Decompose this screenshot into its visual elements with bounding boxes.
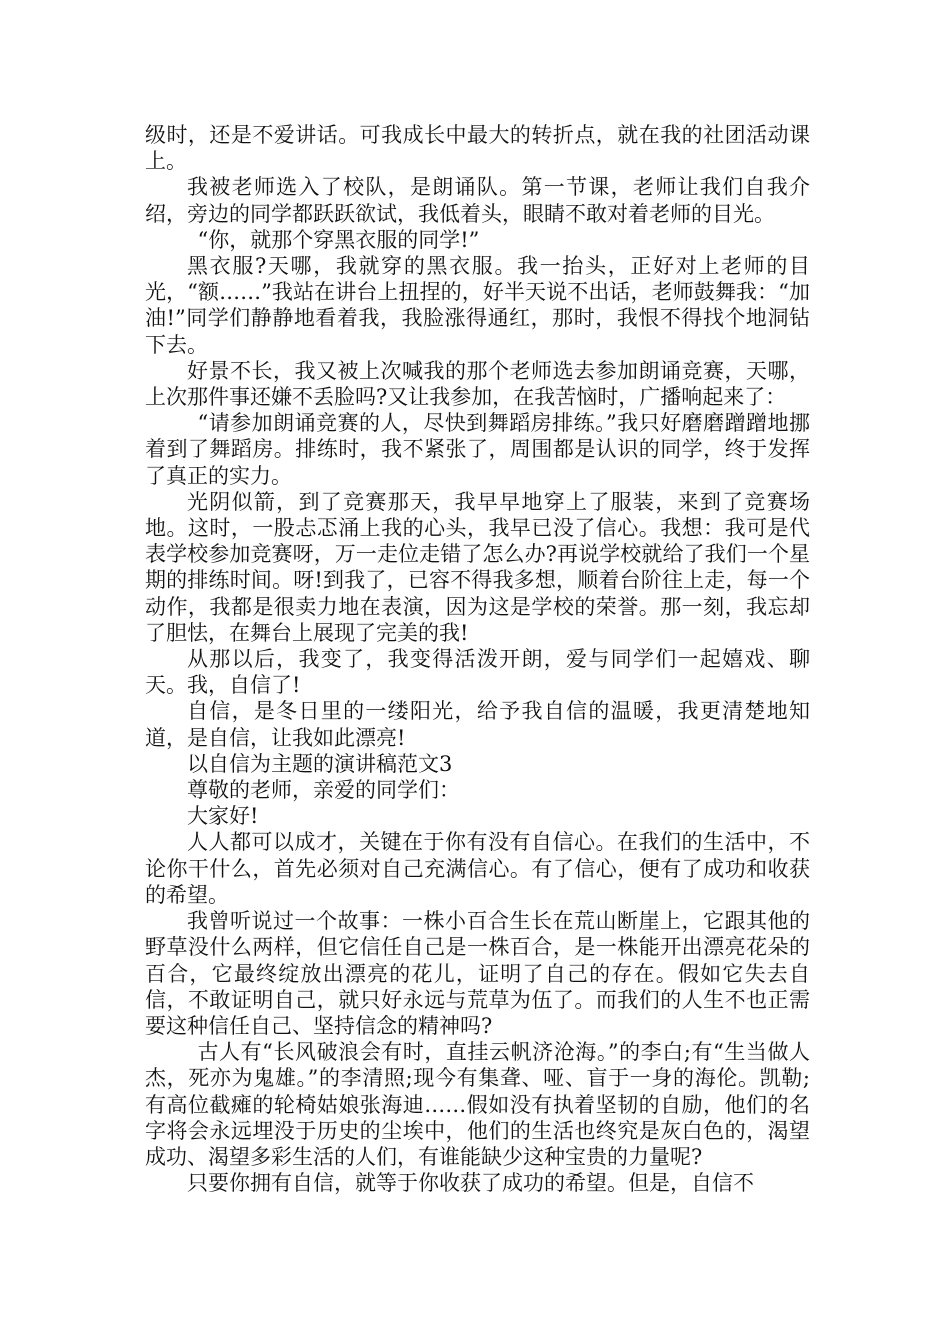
paragraph-4: 黑衣服?天哪，我就穿的黑衣服。我一抬头，正好对上老师的目光，“额……”我站在讲台上扭捏的，好半天说不出话，老师鼓舞我：“加油!”同学们静静地看着我，我脸涨得通红，那时，我恨不得找个地洞钻下去。 [145, 254, 810, 357]
paragraph-3: “你，就那个穿黑衣服的同学!” [197, 227, 480, 252]
paragraph-16: 只要你拥有自信，就等于你收获了成功的希望。但是，自信不 [187, 1171, 754, 1196]
paragraph-13: 人人都可以成才，关键在于你有没有自信心。在我们的生活中，不论你干什么，首先必须对自己充满信心。有了信心，便有了成功和收获的希望。 [145, 830, 810, 907]
section-heading: 以自信为主题的演讲稿范文3 [187, 751, 453, 776]
paragraph-6: “请参加朗诵竞赛的人，尽快到舞蹈房排练。”我只好磨磨蹭蹭地挪着到了舞蹈房。排练时，我不紧张了，周围都是认识的同学，终于发挥了真正的实力。 [145, 411, 810, 488]
paragraph-9: 自信，是冬日里的一缕阳光，给予我自信的温暖，我更清楚地知道，是自信，让我如此漂亮! [145, 699, 810, 750]
paragraph-15: 古人有“长风破浪会有时，直挂云帆济沧海。”的李白;有“生当做人杰，死亦为鬼雄。”的李清照;现今有集聋、哑、盲于一身的海伦。凯勒;有高位截瘫的轮椅姑娘张海迪……假如没有执着坚韧的自励，他们的名字将会永远埋没于历史的尘埃中，他们的生活也终究是灰白色的，渴望成功、渴望多彩生活的人们，有谁能缺少这种宝贵的力量呢? [145, 1040, 810, 1169]
paragraph-8: 从那以后，我变了，我变得活泼开朗，爱与同学们一起嬉戏、聊天。我，自信了! [145, 647, 810, 698]
paragraph-2: 我被老师选入了校队，是朗诵队。第一节课，老师让我们自我介绍，旁边的同学都跃跃欲试，我低着头，眼睛不敢对着老师的目光。 [145, 175, 810, 226]
paragraph-14: 我曾听说过一个故事：一株小百合生长在荒山断崖上，它跟其他的野草没什么两样，但它信任自己是一株百合，是一株能开出漂亮花朵的百合，它最终绽放出漂亮的花儿，证明了自己的存在。假如它失去自信，不敢证明自己，就只好永远与荒草为伍了。而我们的人生不也正需要这种信任自己、坚持信念的精神吗? [145, 909, 810, 1038]
greeting: 大家好! [187, 804, 259, 829]
document-page [145, 122, 810, 1196]
salutation: 尊敬的老师，亲爱的同学们： [187, 778, 460, 803]
paragraph-1: 级时，还是不爱讲话。可我成长中最大的转折点，就在我的社团活动课上。 [145, 123, 810, 174]
paragraph-5: 好景不长，我又被上次喊我的那个老师选去参加朗诵竞赛，天哪，上次那件事还嫌不丢脸吗?又让我参加，在我苦恼时，广播响起来了： [145, 358, 810, 410]
paragraph-7: 光阴似箭，到了竞赛那天，我早早地穿上了服装，来到了竞赛场地。这时，一股忐忑涌上我的心头，我早已没了信心。我想：我可是代表学校参加竞赛呀，万一走位走错了怎么办?再说学校就给了我们一个星期的排练时间。呀!到我了，已容不得我多想，顺着台阶往上走，每一个动作，我都是很卖力地在表演，因为这是学校的荣誉。那一刻，我忘却了胆怯，在舞台上展现了完美的我! [145, 489, 810, 645]
